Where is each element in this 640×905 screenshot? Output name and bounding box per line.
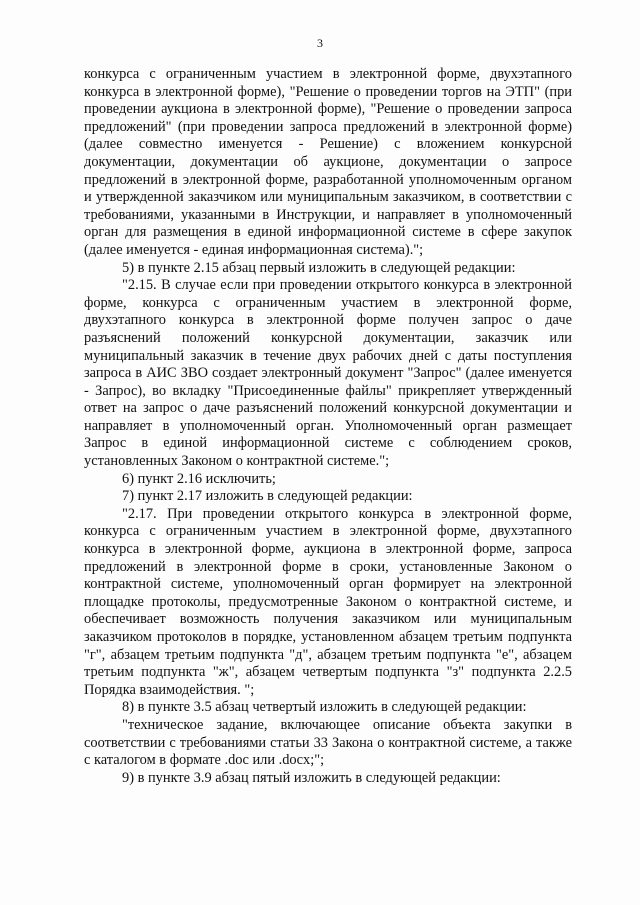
paragraph-item-8: 8) в пункте 3.5 абзац четвертый изложить в следующей редакции:	[122, 699, 527, 716]
paragraph-technical-task: "техническое задание, включающее описание объекта закупки в соответствии с требованиями статьи 33 Закона о контрактной системе, а также с каталогом в формате .doc или .docx;";	[84, 716, 572, 769]
paragraph-item-6: 6) пункт 2.16 исключить;	[122, 470, 276, 487]
paragraph-clause-2-15: "2.15. В случае если при проведении открытого конкурса в электронной форме, конкурса с ограниченным участием в электронной форме, двухэтапного конкурса в электронной форме получен запрос о даче разъяснений положений конкурсной документации, заказчик или муниципальный заказчик в течение двух рабочих дней с даты поступления запроса в АИС ЗВО создает электронный документ "Запрос" (далее именуется - Запрос), во вкладку "Присоединенные файлы" прикрепляет утвержденный ответ на запрос о даче разъяснений положений конкурсной документации и направляет в уполномоченный орган. Уполномоченный орган размещает Запрос в единой информационной системе с соблюдением сроков, установленных Законом о контрактной системе.";	[84, 277, 572, 470]
paragraph-item-7: 7) пункт 2.17 изложить в следующей редакции:	[122, 488, 413, 505]
paragraph-item-9: 9) в пункте 3.9 абзац пятый изложить в следующей редакции:	[122, 769, 501, 786]
paragraph-continuation: конкурса с ограниченным участием в электронной форме, двухэтапного конкурса в электронной форме), "Решение о проведении торгов на ЭТП" (при проведении аукциона в электронной форме), "Решение о проведении запроса предложений" (при проведении запроса предложений в электронной форме) (далее совместно именуется - Решение) с вложением конкурсной документации, документации об аукционе, документации о запросе предложений в электронной форме, разработанной уполномоченным органом и утвержденной заказчиком или муниципальным заказчиком, в соответствии с требованиями, указанными в Инструкции, и направляет в уполномоченный орган для размещения в единой информационной системе в сфере закупок (далее именуется - единая информационная система).";	[84, 66, 572, 258]
paragraph-item-5: 5) в пункте 2.15 абзац первый изложить в следующей редакции:	[122, 259, 516, 276]
page-number: 3	[317, 36, 323, 50]
document-body	[84, 66, 572, 787]
paragraph-clause-2-17: "2.17. При проведении открытого конкурса в электронной форме, конкурса с ограниченным участием в электронной форме, двухэтапного конкурса в электронной форме, аукциона в электронной форме, запроса предложений в электронной форме в сроки, установленные Законом о контрактной системе, уполномоченный орган формирует на электронной площадке протоколы, предусмотренные Законом о контрактной системе, и обеспечивает возможность получения заказчиком или муниципальным заказчиком протоколов в порядке, установленном абзацем третьим подпункта "г", абзацем третьим подпункта "д", абзацем третьим подпункта "е", абзацем третьим подпункта "ж", абзацем четвертым подпункта "з" подпункта 2.2.5 Порядка взаимодействия. ";	[84, 505, 572, 698]
